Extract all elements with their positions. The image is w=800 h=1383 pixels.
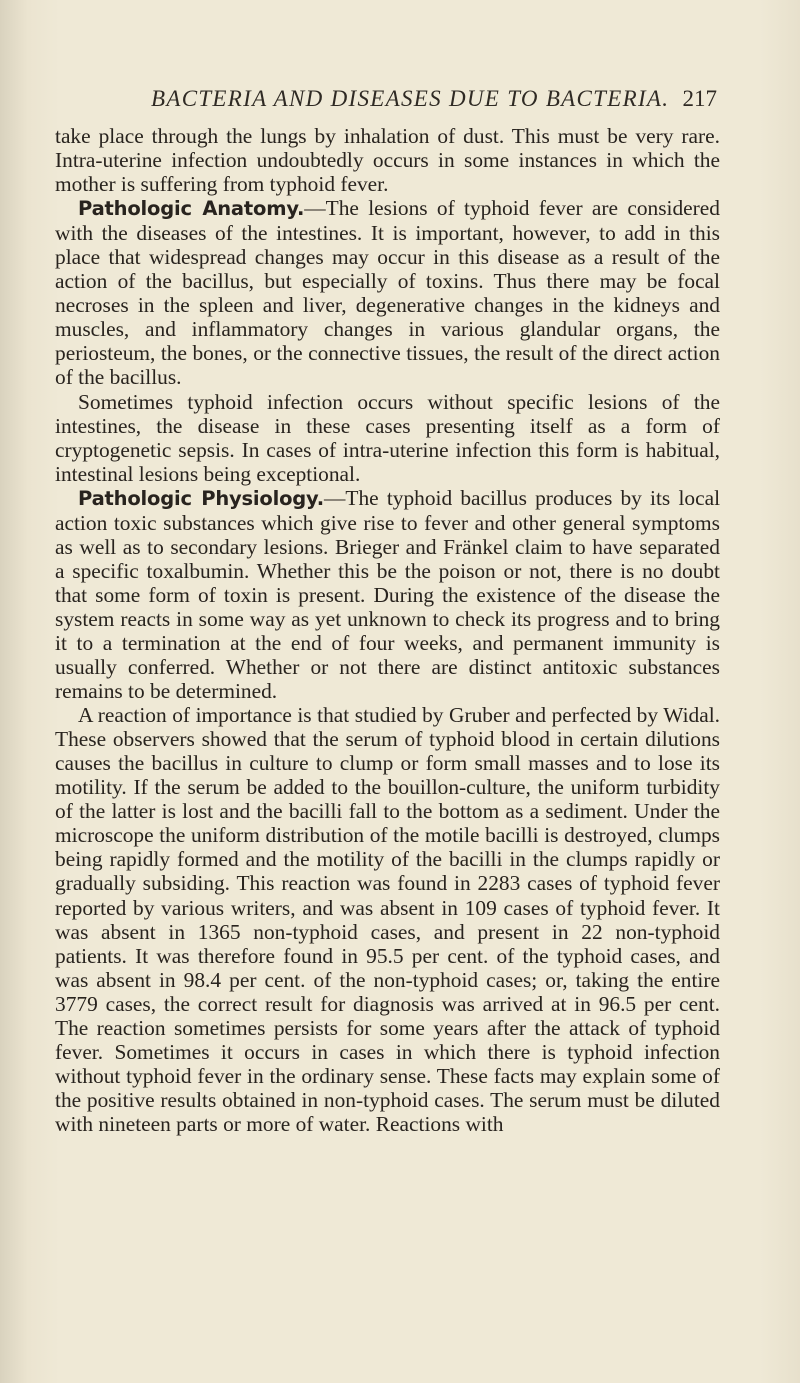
paragraph-text: take place through the lungs by inhalation of dust. This must be very rare. Intra-uterine infection undoubtedly occurs in some instances in which the mother is suffering from typhoid fever. — [55, 124, 720, 197]
paragraph-text: —The typhoid bacillus produces by its local action toxic substances which give rise to fever and other general symptoms as well as to secondary lesions. Brieger and Fränkel claim to have separated a specific toxalbumin. Whether this be the poison or not, there is no doubt that some form of toxin is present. During the existence of the disease the system reacts in some way as yet unknown to check its progress and to bring it to a termination at the end of four weeks, and permanent immunity is usually conferred. Whether or not there are distinct antitoxic substances remains to be determined. — [55, 485, 721, 704]
paragraph-pathologic-anatomy — [55, 196, 720, 389]
section-heading: Pathologic Anatomy. — [78, 197, 305, 221]
paragraph-widal-reaction — [55, 703, 720, 1136]
body-text — [55, 124, 720, 1136]
paragraph-text: A reaction of importance is that studied by Gruber and perfected by Widal. These observers showed that the serum of typhoid blood in certain dilutions causes the bacillus in culture to clump or form small masses and to lose its motility. If the serum be added to the bouillon-culture, the uniform turbidity of the latter is lost and the bacilli fall to the bottom as a sediment. Under the microscope the uniform distribution of the motile bacilli is destroyed, clumps being rapidly formed and the motility of the bacilli in the clumps rapidly or gradually subsiding. This reaction was found in 2283 cases of typhoid fever reported by various writers, and was absent in 109 cases of typhoid fever. It was absent in 1365 non-typhoid cases, and present in 22 non-typhoid patients. It was therefore found in 95.5 per cent. of the typhoid cases, and was absent in 98.4 per cent. of the non-typhoid cases; or, taking the entire 3779 cases, the correct result for diagnosis was arrived at in 96.5 per cent. The reaction sometimes persists for some years after the attack of typhoid fever. Sometimes it occurs in cases in which there is typhoid infection without typhoid fever in the ordinary sense. These facts may explain some of the positive results obtained in non-typhoid cases. The serum must be diluted with nineteen parts or more of water. Reactions with — [55, 703, 720, 1136]
paragraph-pathologic-physiology — [55, 486, 720, 703]
paragraph-cryptogenetic-sepsis — [55, 390, 720, 486]
running-header — [139, 86, 717, 116]
paragraph-continuation — [55, 124, 720, 196]
section-heading: Pathologic Physiology. — [78, 486, 324, 510]
paragraph-text: —The lesions of typhoid fever are considered with the diseases of the intestines. It is important, however, to add in this place that widespread changes may occur in this disease as a result of the action of the bacillus, but especially of toxins. Thus there may be focal necroses in the spleen and liver, degenerative changes in the kidneys and muscles, and inflammatory changes in various glandular organs, the periosteum, the bones, or the connective tissues, the result of the direct action of the bacillus. — [55, 196, 720, 390]
paragraph-text: Sometimes typhoid infection occurs without specific lesions of the intestines, the disease in these cases presenting itself as a form of cryptogenetic sepsis. In cases of intra-uterine infection this form is habitual, intestinal lesions being exceptional. — [55, 389, 720, 486]
running-title: BACTERIA AND DISEASES DUE TO BACTERIA. — [151, 86, 670, 111]
page-number: 217 — [682, 86, 717, 111]
